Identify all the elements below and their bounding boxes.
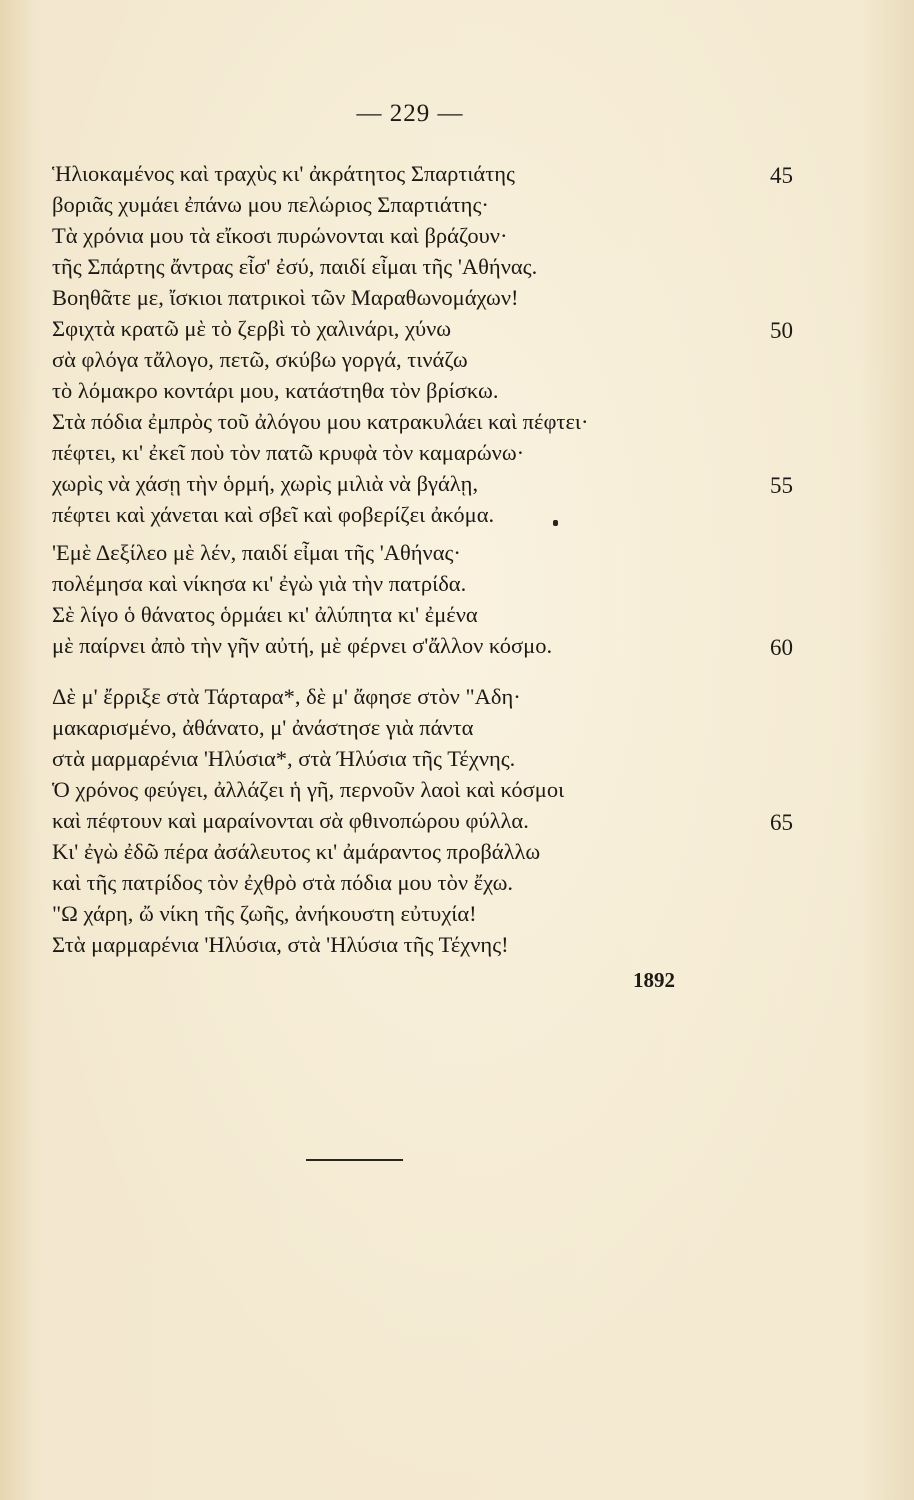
verse-line	[52, 220, 752, 251]
verse-line	[52, 898, 752, 929]
page-number: — 229 —	[356, 100, 464, 127]
verse-line	[52, 929, 752, 960]
verse-line	[52, 189, 752, 220]
verse-text: Στὰ μαρμαρένια 'Ηλύσια, στὰ 'Ηλύσια τῆς Τέχνης!	[52, 932, 509, 957]
verse-line	[52, 282, 752, 313]
verse-text: τὸ λόμακρο κοντάρι μου, κατάστηθα τὸν βρίσκω.	[52, 378, 499, 403]
stanza-1	[52, 158, 793, 530]
verse-line	[52, 499, 752, 530]
verse-text: καὶ τῆς πατρίδος τὸν ἐχθρὸ στὰ πόδια μου τὸν ἔχω.	[52, 870, 514, 895]
verse-text: πολέμησα καὶ νίκησα κι' ἐγὼ γιὰ τὴν πατρίδα.	[52, 571, 467, 596]
stanza-3	[52, 681, 793, 960]
verse-text: πέφτει καὶ χάνεται καὶ σβεῖ καὶ φοβερίζει ἀκόμα.	[52, 502, 495, 527]
verse-text: Στὰ πόδια ἐμπρὸς τοῦ ἀλόγου μου κατρακυλάει καὶ πέφτει·	[52, 409, 589, 434]
verse-line	[52, 375, 752, 406]
verse-line	[52, 774, 752, 805]
verse-line	[52, 406, 752, 437]
verse-text: τῆς Σπάρτης ἄντρας εἶσ' ἐσύ, παιδί εἶμαι τῆς 'Αθήνας.	[52, 254, 538, 279]
verse-text: Σφιχτὰ κρατῶ μὲ τὸ ζερβὶ τὸ χαλινάρι, χύνω	[52, 316, 452, 341]
verse-text: σὰ φλόγα τἄλογο, πετῶ, σκύβω γοργά, τινάζω	[52, 347, 468, 372]
verse-line	[52, 251, 752, 282]
line-number: 55	[770, 473, 793, 498]
verse-text: Κι' ἐγὼ ἐδῶ πέρα ἀσάλευτος κι' ἀμάραντος προβάλλω	[52, 839, 541, 864]
verse-line	[52, 158, 793, 189]
verse-line	[52, 712, 752, 743]
verse-text: "Ω χάρη, ὤ νίκη τῆς ζωῆς, ἀνήκουστη εὐτυχία!	[52, 901, 477, 926]
verse-text: χωρὶς νὰ χάσῃ τὴν ὁρμή, χωρὶς μιλιὰ νὰ βγάλῃ,	[52, 471, 479, 496]
verse-text: Ὁ χρόνος φεύγει, ἀλλάζει ἡ γῆ, περνοῦν λαοὶ καὶ κόσμοι	[52, 777, 565, 802]
line-number: 60	[770, 635, 793, 660]
line-number: 65	[770, 810, 793, 835]
end-rule	[306, 1159, 403, 1161]
verse-line	[52, 344, 752, 375]
verse-text: μακαρισμένο, ἀθάνατο, μ' ἀνάστησε γιὰ πάντα	[52, 715, 474, 740]
verse-line	[52, 568, 752, 599]
verse-text: στὰ μαρμαρένια 'Ηλύσια*, στὰ Ήλύσια τῆς Τέχνης.	[52, 746, 516, 771]
verse-line	[52, 313, 793, 344]
verse-line	[52, 836, 752, 867]
verse-line	[52, 437, 752, 468]
verse-line	[52, 468, 793, 499]
verse-text: Βοηθᾶτε με, ἴσκιοι πατρικοὶ τῶν Μαραθωνομάχων!	[52, 285, 519, 310]
verse-line	[52, 537, 752, 568]
verse-line	[52, 867, 752, 898]
verse-line	[52, 630, 793, 661]
verse-text: βοριᾶς χυμάει ἐπάνω μου πελώριος Σπαρτιάτης·	[52, 192, 489, 217]
verse-text: μὲ παίρνει ἀπὸ τὴν γῆν αὐτή, μὲ φέρνει σ'ἄλλον κόσμο.	[52, 633, 553, 658]
verse-line	[52, 805, 793, 836]
verse-text: πέφτει, κι' ἐκεῖ ποὺ τὸν πατῶ κρυφὰ τὸν καμαρώνω·	[52, 440, 525, 465]
verse-line	[52, 599, 752, 630]
verse-line	[52, 743, 752, 774]
verse-text: Δὲ μ' ἔρριξε στὰ Τάρταρα*, δὲ μ' ἄφησε στὸν "Αδη·	[52, 684, 521, 709]
verse-text: Σὲ λίγο ὁ θάνατος ὁρμάει κι' ἀλύπητα κι' ἐμένα	[52, 602, 478, 627]
verse-text: Τὰ χρόνια μου τὰ εἴκοσι πυρώνονται καὶ βράζουν·	[52, 223, 508, 248]
ornament-dot	[553, 520, 558, 526]
verse-text: Ἡλιοκαμένος καὶ τραχὺς κι' ἀκράτητος Σπαρτιάτης	[52, 161, 515, 186]
line-number: 45	[770, 163, 793, 188]
verse-line	[52, 681, 752, 712]
stanza-2	[52, 537, 793, 661]
verse-text: καὶ πέφτουν καὶ μαραίνονται σὰ φθινοπώρου φύλλα.	[52, 808, 529, 833]
verse-text: 'Εμὲ Δεξίλεο μὲ λέν, παιδί εἶμαι τῆς 'Αθήνας·	[52, 540, 461, 565]
year-of-composition: 1892	[633, 968, 675, 992]
line-number: 50	[770, 318, 793, 343]
